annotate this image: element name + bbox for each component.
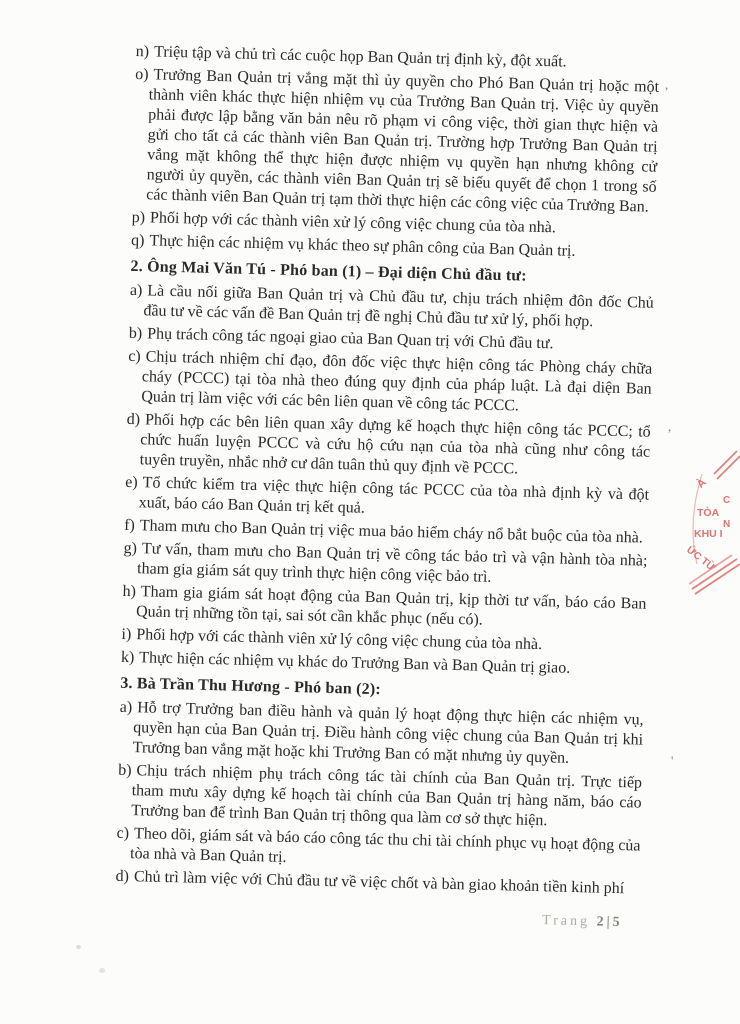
item-text: Phối hợp với các thành viên xử lý công việc chung của tòa nhà. — [136, 626, 543, 654]
item-text: Chịu trách nhiệm chỉ đạo, đôn đốc việc thực hiện công tác Phòng cháy chữa cháy (PCCC) tại tòa nhà theo đúng quy định của pháp luật. Là đại diện Ban Quản trị làm việc với các bên liên quan về công tác PCCC. — [141, 348, 653, 415]
seal-text-fragment: TÒA — [697, 507, 720, 519]
item-marker: c) — [128, 347, 141, 366]
seal-inner-arc — [693, 474, 702, 564]
seal-ring-arc-bottom — [689, 555, 732, 584]
item-text: Tư vấn, tham mưu cho Ban Quản trị về công tác bảo trì và vận hành tòa nhà; tham gia giám sát quy trình thực hiện công việc bảo trì. — [136, 540, 648, 586]
item-marker: q) — [130, 231, 145, 250]
item-text: Phối hợp các bên liên quan xây dựng kế hoạch thực hiện công tác PCCC; tổ chức huấn luyện PCCC và cứu hộ cứu nạn của tòa nhà cũng như công tác tuyên truyền, nhắc nhở cư dân tuân thủ quy định về PCCC. — [139, 411, 651, 478]
item-marker: d) — [115, 867, 130, 886]
seal-text-fragment: KHU I — [694, 528, 723, 540]
scan-speck — [99, 968, 105, 973]
item-text: Hỗ trợ Trưởng ban điều hành và quản lý hoạt động thực hiện các nhiệm vụ, quyền hạn của Ban Quản trị. Điều hành công việc chung của Ban Quản trị khi Trưởng ban vắng mặt hoặc khi Trưởng Ban có mặt nhưng ủy quyền. — [132, 699, 644, 767]
duties-list-vice-head-1 — [121, 281, 654, 681]
item-marker: h) — [122, 582, 137, 601]
duties-list-trackhead — [131, 42, 660, 264]
document-body — [115, 42, 660, 934]
item-marker: g) — [123, 539, 138, 558]
page-footer — [115, 901, 639, 934]
item-text: Triệu tập và chủ trì các cuộc họp Ban Quản trị định kỳ, đột xuất. — [153, 43, 567, 71]
item-text: Theo dõi, giám sát và báo cáo công tác thu chi tài chính phục vụ hoạt động của tòa nhà và Ban Quản trị. — [129, 825, 641, 866]
item-marker: c) — [116, 824, 130, 843]
red-seal-stamp-partial — [682, 442, 740, 622]
seal-ring-arc-top — [714, 451, 737, 474]
item-text: Thực hiện các nhiệm vụ khác do Trưởng Ban và Ban Quản trị giao. — [139, 649, 571, 677]
item-text: Tham gia giám sát hoạt động của Ban Quản trị, kịp thời tư vấn, báo cáo Ban Quản trị những tồn tại, sai sót cần khắc phục (nếu có). — [135, 583, 647, 629]
item-text: Trưởng Ban Quản trị vắng mặt thì ủy quyền cho Phó Ban Quản trị hoặc một thành viên khác thực hiện nhiệm vụ của Trưởng Ban Quản trị. Việc ủy quyền phải được lập bằng văn bản nêu rõ phạm vi công việc, thời gian thực hiện và gửi cho tất cả các thành viên Ban Quản trị. Trường hợp Trưởng Ban Quản trị vắng mặt không thể thực hiện được nhiệm vụ quyền hạn nhưng không cử người ủy quyền, các thành viên Ban Quản trị sẽ biểu quyết để chọn 1 trong số các thành viên Ban Quản trị tạm thời thực hiện các công việc của Trưởng Ban. — [146, 66, 660, 216]
item-text: Chịu trách nhiệm phụ trách công tác tài chính của Ban Quản trị. Trực tiếp tham mưu xây dựng kế hoạch tài chính của Ban Quản trị hàng năm, báo cáo Trưởng ban để trình Ban Quản trị thông qua làm cơ sở thực hiện. — [131, 762, 643, 830]
item-marker: e) — [125, 473, 138, 492]
list-item — [132, 65, 659, 218]
item-marker: f) — [123, 516, 136, 535]
list-item — [117, 761, 642, 834]
item-text: Tổ chức kiểm tra việc thực hiện công tác PCCC của tòa nhà định kỳ và đột xuất, báo cáo Ban Quản trị kết quả. — [138, 474, 650, 517]
item-marker: k) — [120, 648, 135, 667]
seal-text-fragment: À — [694, 476, 709, 491]
seal-text-fragment: ỨC TỪ — [684, 544, 717, 574]
section-heading-vice-head-2: 3. Bà Trần Thu Hương - Phó ban (2): — [120, 674, 382, 699]
list-item — [119, 698, 644, 771]
scan-speck — [76, 945, 81, 949]
page-number: 2|5 — [596, 914, 623, 931]
seal-text-fragment: N — [723, 519, 731, 530]
item-marker: b) — [117, 761, 132, 780]
item-marker: i) — [121, 625, 132, 644]
scan-speck: , — [668, 419, 672, 434]
scan-speck: , — [665, 77, 669, 92]
item-text: Phụ trách công tác ngoại giao của Ban Quan trị với Chủ đầu tư. — [146, 325, 554, 353]
seal-text-fragment: C — [723, 495, 731, 506]
item-marker: n) — [135, 42, 150, 61]
item-text: Tham mưu cho Ban Quản trị việc mua bảo hiểm cháy nổ bắt buộc của tòa nhà. — [139, 517, 644, 547]
scan-speck: ' — [671, 753, 674, 768]
item-marker: o) — [134, 65, 149, 84]
list-item — [127, 347, 652, 420]
item-marker: p) — [131, 208, 146, 227]
item-marker: a) — [129, 281, 143, 300]
item-marker: b) — [128, 324, 143, 343]
section-heading-vice-head-1: 2. Ông Mai Văn Tú - Phó ban (1) – Đại diện Chủ đầu tư: — [130, 257, 527, 285]
duties-list-vice-head-2 — [115, 698, 643, 900]
item-text: Chủ trì làm việc với Chủ đầu tư về việc chốt và bàn giao khoản tiền kinh phí — [133, 868, 625, 898]
list-item — [126, 410, 651, 483]
page-footer-label: Trang — [541, 913, 591, 930]
item-text: Là cầu nối giữa Ban Quản trị và Chủ đầu tư, chịu trách nhiệm đôn đốc Chủ đầu tư về các vấn đề Ban Quản trị đề nghị Chủ đầu tư xử lý, phối hợp. — [143, 282, 654, 331]
item-text: Thực hiện các nhiệm vụ khác theo sự phân công của Ban Quản trị. — [149, 232, 576, 260]
item-text: Phối hợp với các thành viên xử lý công việc chung của tòa nhà. — [149, 209, 557, 237]
item-marker: d) — [126, 410, 141, 429]
item-marker: a) — [119, 698, 133, 717]
